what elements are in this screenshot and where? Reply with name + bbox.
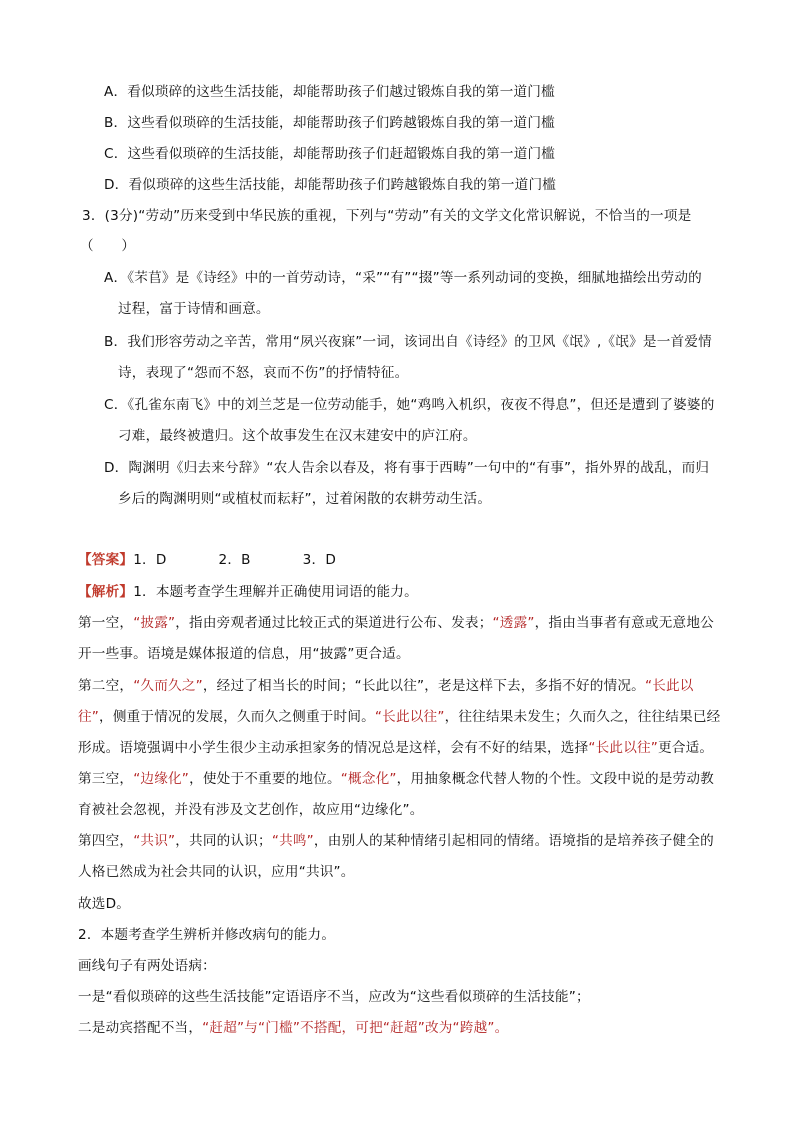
q2-option-a: A．看似琐碎的这些生活技能，却能帮助孩子们越过锻炼自我的第一道门槛 xyxy=(104,84,555,100)
q3-option-c-cont: 刁难，最终被遣归。这个故事发生在汉末建安中的庐江府。 xyxy=(118,428,477,444)
keyword: “赶超” xyxy=(202,1020,245,1036)
q2-option-d: D．看似琐碎的这些生活技能，却能帮助孩子们跨越锻炼自我的第一道门槛 xyxy=(104,177,557,193)
q3-stem: 3．(3分)“劳动”历来受到中华民族的重视，下列与“劳动”有关的文学文化常识解说，不恰当的一项是 xyxy=(82,208,692,224)
keyword: 往” xyxy=(78,709,100,725)
analysis-tag: 【解析】 xyxy=(78,584,134,600)
text: 第二空， xyxy=(78,678,134,694)
choose-line: 故选D。 xyxy=(78,896,131,912)
q3-option-b-cont: 诗，表现了“怨而不怒，哀而不伤”的抒情特征。 xyxy=(118,365,409,381)
keyword: “透露” xyxy=(492,615,535,631)
text: ，往往结果未发生；久而久之，往往结果已经 xyxy=(444,709,721,725)
keyword: “长此以 xyxy=(644,678,694,694)
blank2-line1 xyxy=(78,676,694,696)
blank2-line2 xyxy=(78,707,720,727)
text: 改为“跨越”。 xyxy=(424,1020,509,1036)
q2-analysis-line1: 画线句子有两处语病： xyxy=(78,958,216,974)
keyword: “概念化” xyxy=(340,771,397,787)
keyword: “共识” xyxy=(133,833,176,849)
text: ，用抽象概念代替人物的个性。文段中说的是劳动教 xyxy=(396,771,714,787)
answer-1: 1．D xyxy=(133,552,167,568)
q3-option-a-cont: 过程，富于诗情和画意。 xyxy=(118,301,270,317)
analysis-intro-line xyxy=(78,582,418,602)
text: 更合适。 xyxy=(658,740,714,756)
blank3-line1 xyxy=(78,769,714,789)
text: ，共同的认识； xyxy=(175,833,272,849)
text: ，指由当事者有意或无意地公 xyxy=(534,615,714,631)
q2-option-b: B．这些看似琐碎的生活技能，却能帮助孩子们跨越锻炼自我的第一道门槛 xyxy=(104,115,555,131)
blank2-line3 xyxy=(78,738,713,758)
text: ，侧重于情况的发展，久而久之侧重于时间。 xyxy=(99,709,375,725)
keyword: “久而久之” xyxy=(133,678,203,694)
q2-analysis-line3 xyxy=(78,1018,508,1038)
text: ，经过了相当长的时间；“长此以往”，老是这样下去，多指不好的情况。 xyxy=(202,678,645,694)
keyword: “赶超” xyxy=(382,1020,425,1036)
text: 形成。语境强调中小学生很少主动承担家务的情况总是这样，会有不好的结果，选择 xyxy=(78,740,589,756)
answer-tag: 【答案】 xyxy=(78,552,134,568)
text: 第四空， xyxy=(78,833,134,849)
q2-analysis-line2: 一是“看似琐碎的这些生活技能”定语语序不当，应改为“这些看似琐碎的生活技能”； xyxy=(78,989,590,1005)
keyword: “长此以往” xyxy=(588,740,659,756)
q2-analysis-intro: 2．本题考查学生辨析并修改病句的能力。 xyxy=(78,927,336,943)
text: 与“门槛”不搭配，可把 xyxy=(244,1020,383,1036)
blank3-line2: 育被社会忽视，并没有涉及文艺创作，故应用“边缘化”。 xyxy=(78,802,424,818)
q3-option-b: B．我们形容劳动之辛苦，常用“夙兴夜寐”一词，该词出自《诗经》的卫风《氓》,《氓》是一首爱情 xyxy=(104,334,712,350)
text: 第三空， xyxy=(78,771,134,787)
answer-3: 3．D xyxy=(302,552,336,568)
answer-2: 2．B xyxy=(218,552,251,568)
analysis-intro: 1．本题考查学生理解并正确使用词语的能力。 xyxy=(133,584,418,600)
answer-line xyxy=(78,550,336,570)
q3-blank: （ ） xyxy=(80,238,136,254)
text: 二是动宾搭配不当， xyxy=(78,1020,203,1036)
blank4-line1 xyxy=(78,831,714,851)
text: 第一空， xyxy=(78,615,134,631)
blank4-line2: 人格已然成为社会共同的认识，应用“共识”。 xyxy=(78,864,355,880)
text: ，指由旁观者通过比较正式的渠道进行公布、发表； xyxy=(175,615,493,631)
q3-option-c: C．《孔雀东南飞》中的刘兰芝是一位劳动能手，她“鸡鸣入机织，夜夜不得息”，但还是遭到了婆婆的 xyxy=(104,397,715,413)
blank1-line2: 开一些事。语境是媒体报道的信息，用“披露”更合适。 xyxy=(78,646,410,662)
text: ，使处于不重要的地位。 xyxy=(189,771,341,787)
keyword: “边缘化” xyxy=(133,771,190,787)
keyword: “长此以往” xyxy=(374,709,445,725)
q2-option-c: C．这些看似琐碎的生活技能，却能帮助孩子们赶超锻炼自我的第一道门槛 xyxy=(104,146,556,162)
q3-option-d-cont: 乡后的陶渊明则“或植杖而耘耔”，过着闲散的农耕劳动生活。 xyxy=(118,491,492,507)
q3-option-a: A．《芣苢》是《诗经》中的一首劳动诗，“采”“有”“掇”等一系列动词的变换，细腻地描绘出劳动的 xyxy=(104,270,702,286)
keyword: “披露” xyxy=(133,615,176,631)
text: ，由别人的某种情绪引起相同的情绪。语境指的是培养孩子健全的 xyxy=(313,833,714,849)
blank1-line1 xyxy=(78,613,714,633)
q3-option-d: D．陶渊明《归去来兮辞》“农人告余以春及，将有事于西畴”一句中的“有事”，指外界的战乱，而归 xyxy=(104,460,710,476)
keyword: “共鸣” xyxy=(271,833,314,849)
